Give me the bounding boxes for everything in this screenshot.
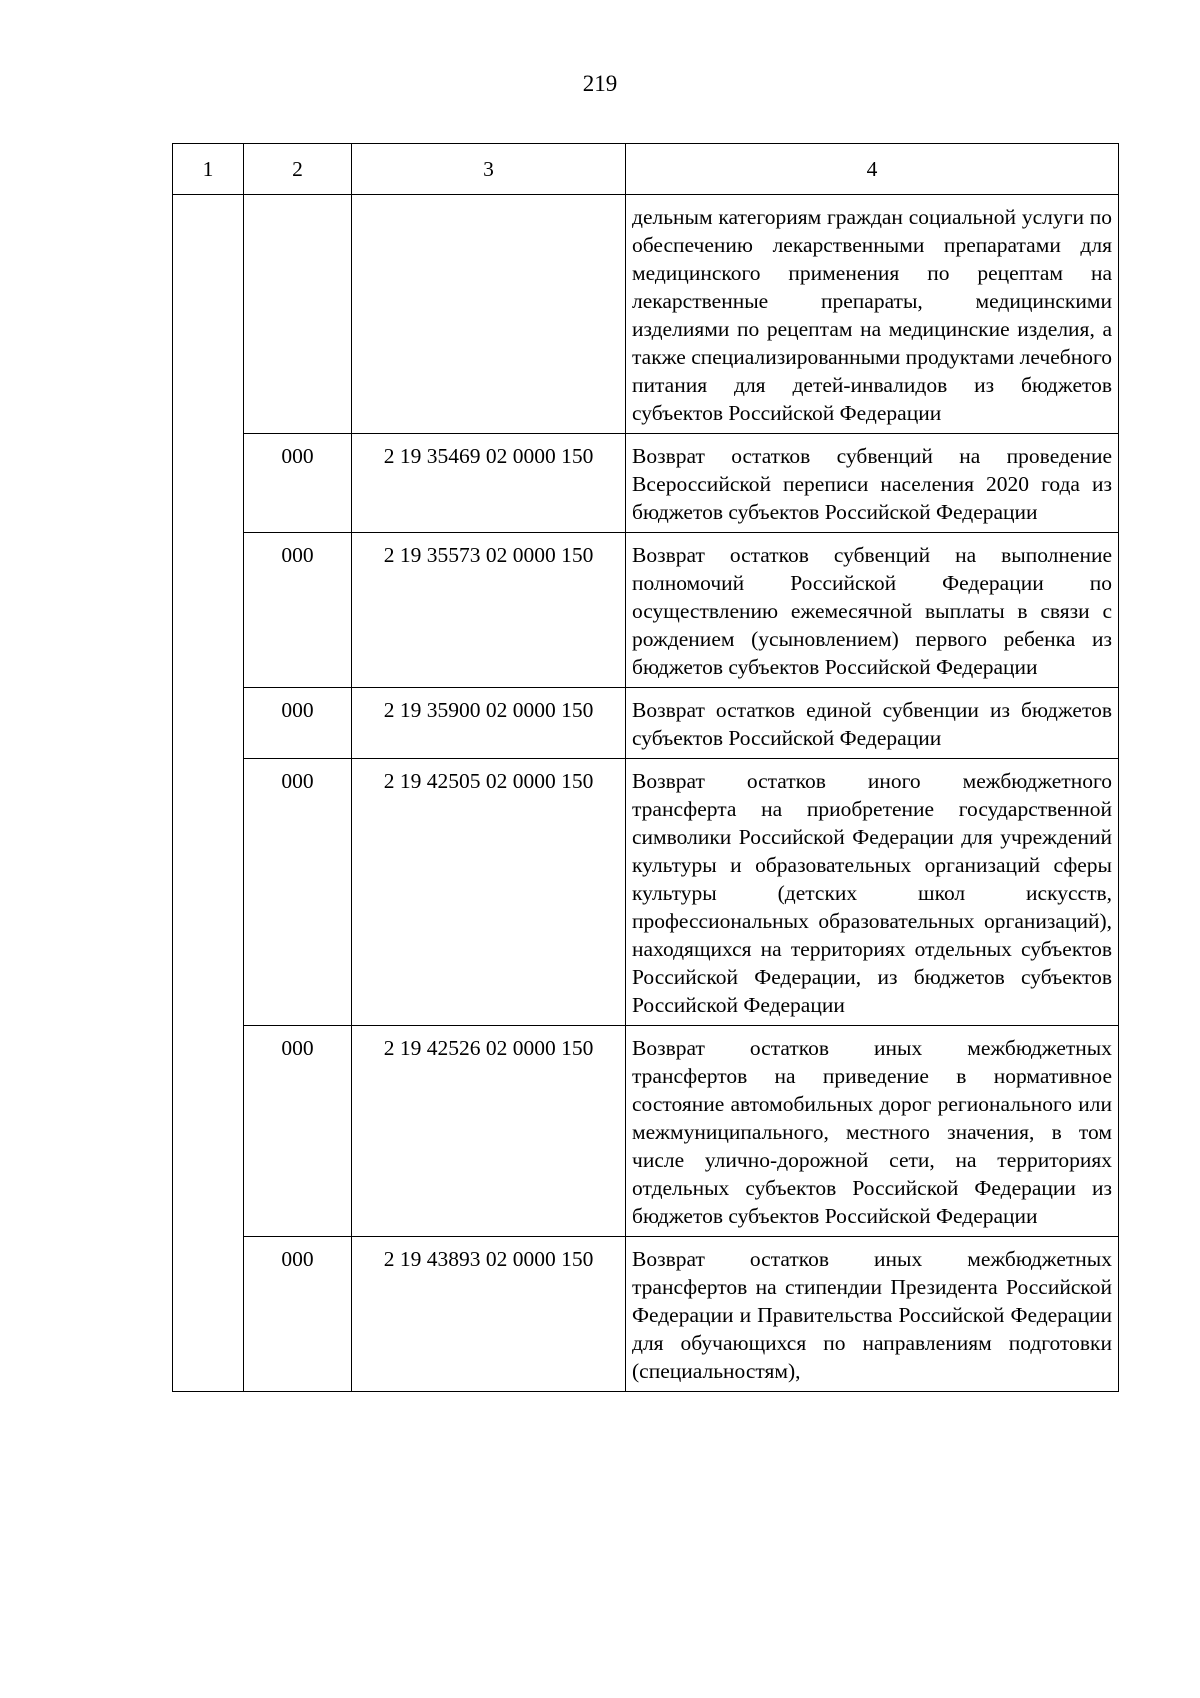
budget-code bbox=[352, 195, 626, 434]
table-row bbox=[173, 688, 1119, 759]
budget-code: 2 19 42505 02 0000 150 bbox=[352, 759, 626, 1026]
description: Возврат остатков единой субвенции из бюджетов субъектов Российской Федерации bbox=[626, 688, 1119, 759]
header-col-3: 3 bbox=[352, 144, 626, 195]
table-row bbox=[173, 1026, 1119, 1237]
admin-code: 000 bbox=[244, 688, 352, 759]
header-col-2: 2 bbox=[244, 144, 352, 195]
table-row bbox=[173, 1237, 1119, 1392]
table-row bbox=[173, 533, 1119, 688]
admin-code: 000 bbox=[244, 1026, 352, 1237]
description: Возврат остатков иных межбюджетных трансфертов на стипендии Президента Российской Федерации и Правительства Российской Федерации для обучающихся по направлениям подготовки (специальностям), bbox=[626, 1237, 1119, 1392]
admin-code: 000 bbox=[244, 1237, 352, 1392]
table-row bbox=[173, 759, 1119, 1026]
budget-code: 2 19 35573 02 0000 150 bbox=[352, 533, 626, 688]
budget-code: 2 19 35900 02 0000 150 bbox=[352, 688, 626, 759]
admin-code: 000 bbox=[244, 759, 352, 1026]
description: Возврат остатков иных межбюджетных трансфертов на приведение в нормативное состояние автомобильных дорог регионального или межмуниципального, местного значения, в том числе улично-дорожной сети, на территориях отдельных субъектов Российской Федерации из бюджетов субъектов Российской Федерации bbox=[626, 1026, 1119, 1237]
budget-code: 2 19 42526 02 0000 150 bbox=[352, 1026, 626, 1237]
page-number: 219 bbox=[582, 71, 618, 96]
row-col-1 bbox=[173, 533, 244, 688]
admin-code: 000 bbox=[244, 533, 352, 688]
header-col-4: 4 bbox=[626, 144, 1119, 195]
budget-code: 2 19 43893 02 0000 150 bbox=[352, 1237, 626, 1392]
row-col-1 bbox=[173, 195, 244, 434]
budget-classification-table bbox=[172, 143, 1119, 1392]
row-col-1 bbox=[173, 759, 244, 1026]
row-col-1 bbox=[173, 1237, 244, 1392]
table-row bbox=[173, 434, 1119, 533]
row-col-1 bbox=[173, 434, 244, 533]
description: Возврат остатков субвенций на выполнение полномочий Российской Федерации по осуществлению ежемесячной выплаты в связи с рождением (усыновлением) первого ребенка из бюджетов субъектов Российской Федерации bbox=[626, 533, 1119, 688]
table-row bbox=[173, 195, 1119, 434]
description: Возврат остатков иного межбюджетного трансферта на приобретение государственной символики Российской Федерации для учреждений культуры и образовательных организаций сферы культуры (детских школ искусств, профессиональных образовательных организаций), находящихся на территориях отдельных субъектов Российской Федерации, из бюджетов субъектов Российской Федерации bbox=[626, 759, 1119, 1026]
description: дельным категориям граждан социальной услуги по обеспечению лекарственными препаратами для медицинского применения по рецептам на лекарственные препараты, медицинскими изделиями по рецептам на медицинские изделия, а также специализированными продуктами лечебного питания для детей-инвалидов из бюджетов субъектов Российской Федерации bbox=[626, 195, 1119, 434]
budget-code: 2 19 35469 02 0000 150 bbox=[352, 434, 626, 533]
row-col-1 bbox=[173, 1026, 244, 1237]
header-row bbox=[173, 144, 1119, 195]
row-col-1 bbox=[173, 688, 244, 759]
header-col-1: 1 bbox=[173, 144, 244, 195]
admin-code bbox=[244, 195, 352, 434]
description: Возврат остатков субвенций на проведение Всероссийской переписи населения 2020 года из бюджетов субъектов Российской Федерации bbox=[626, 434, 1119, 533]
admin-code: 000 bbox=[244, 434, 352, 533]
